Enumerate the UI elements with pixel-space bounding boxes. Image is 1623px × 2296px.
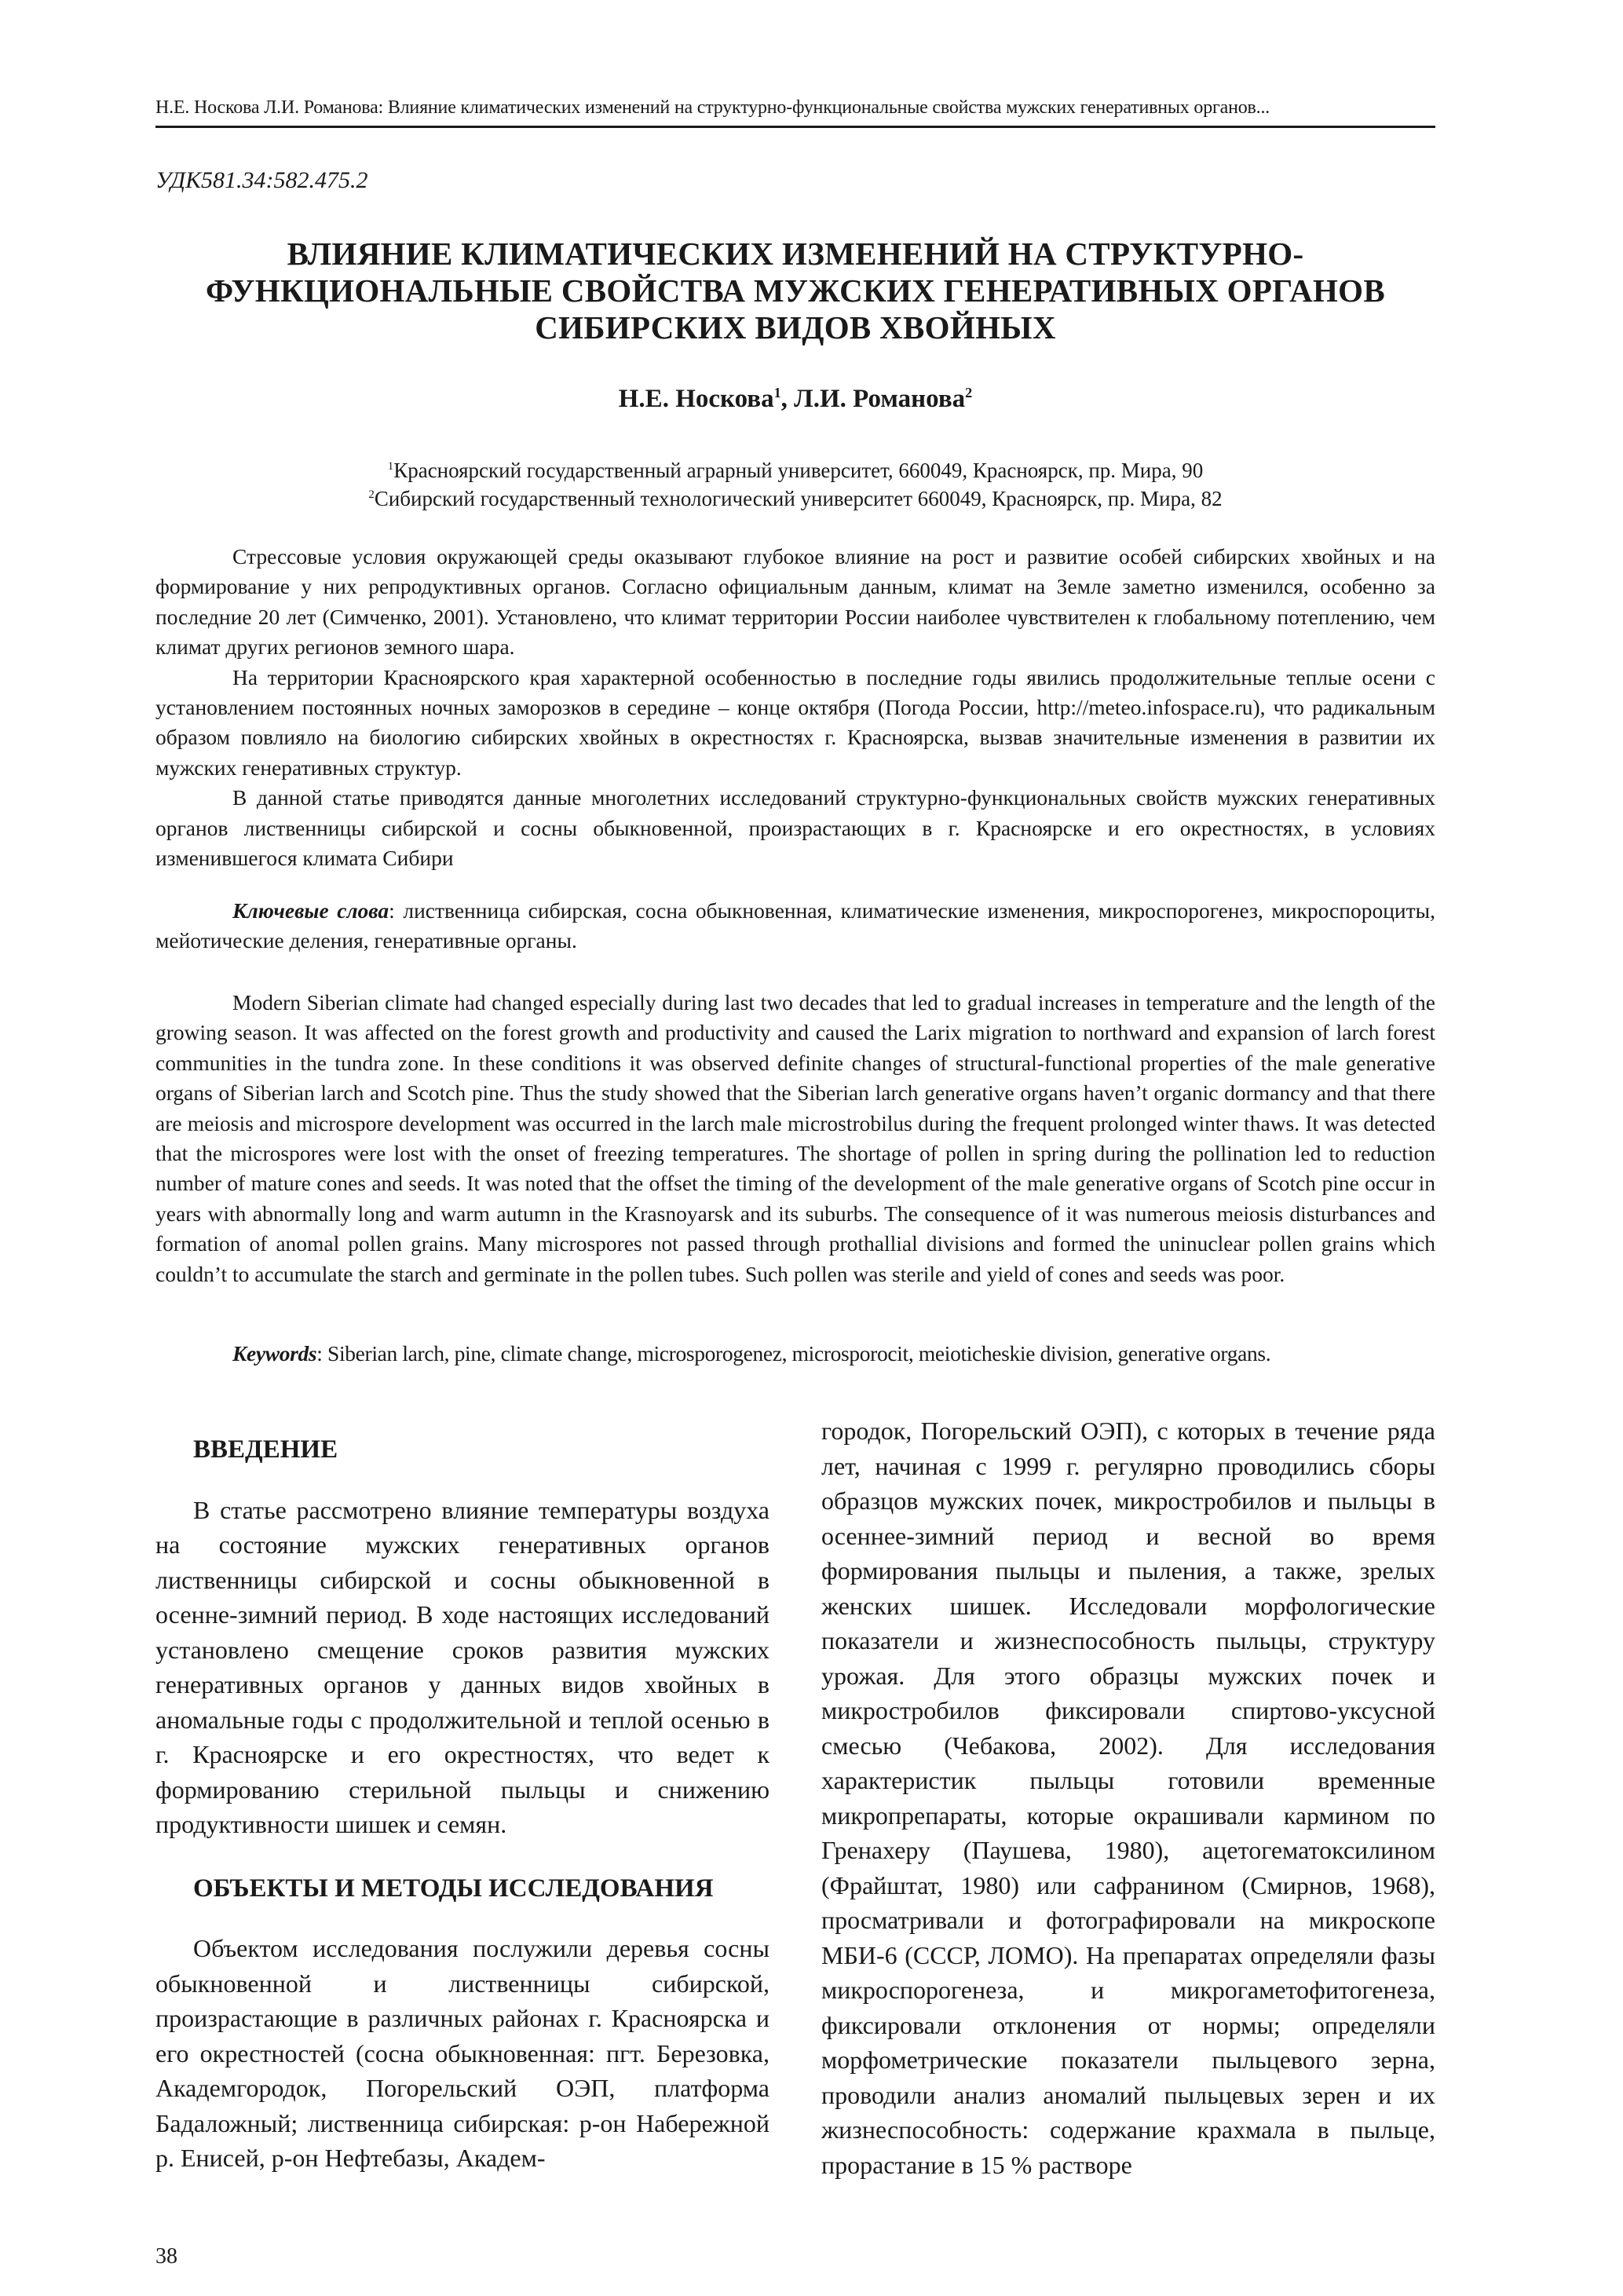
body-column-right	[821, 1413, 1435, 2182]
body-column-left	[155, 1413, 769, 2176]
author-name: Л.И. Романова	[794, 385, 966, 413]
udc-code: УДК581.34:582.475.2	[155, 167, 368, 193]
affiliation-marker: 2	[368, 488, 375, 501]
title-line: СИБИРСКИХ ВИДОВ ХВОЙНЫХ	[535, 309, 1056, 345]
running-head: Н.Е. Носкова Л.И. Романова: Влияние климатических изменений на структурно-функциональные свойства мужских генеративных органов...	[155, 97, 1270, 118]
affiliation-text: Сибирский государственный технологический университет 660049, Красноярск, пр. Мира, 82	[374, 487, 1223, 510]
author-list	[155, 385, 1435, 414]
page-number: 38	[155, 2244, 177, 2269]
header-rule	[155, 126, 1435, 128]
journal-page	[155, 0, 1435, 2296]
section-heading-methods: ОБЪЕКТЫ И МЕТОДЫ ИССЛЕДОВАНИЯ	[193, 1874, 714, 1903]
methods-paragraph: Объектом исследования послужили деревья сосны обыкновенной и лиственницы сибирской, произрастающие в различных районах г. Красноярска и его окрестностей (сосна обыкновенная: пгт. Березовка, Академгородок, Погорельский ОЭП, платформа Бадаложный; лиственница сибирская: р-он Набережной р. Енисей, р-он Нефтебазы, Академ-	[155, 1934, 769, 2172]
author-name: Н.Е. Носкова	[618, 385, 774, 413]
affiliations	[155, 456, 1435, 513]
author-separator: ,	[780, 385, 795, 413]
introduction-paragraph: В статье рассмотрено влияние температуры воздуха на состояние мужских генеративных органов лиственницы сибирской и сосны обыкновенной в осенне-зимний период. В ходе настоящих исследований установлено смещение сроков развития мужских генеративных органов у данных видов хвойных в аномальные годы с продолжительной и теплой осенью в г. Красноярске и его окрестностях, что ведет к формированию стерильной пыльцы и снижению продуктивности шишек и семян.	[155, 1495, 769, 1838]
keywords-russian	[155, 896, 1435, 956]
abstract-paragraph: На территории Красноярского края характерной особенностью в последние годы явились продолжительные теплые осени с установлением постоянных ночных заморозков в середине – конце октября (Погода России, http://meteo.infospace.ru), что радикальным образом повлияло на биологию сибирских хвойных в окрестностях г. Красноярска, вызвав значительные изменения в развитии их мужских генеративных структур.	[155, 664, 1435, 780]
title-line: ВЛИЯНИЕ КЛИМАТИЧЕСКИХ ИЗМЕНЕНИЙ НА СТРУКТУРНО-	[287, 236, 1304, 272]
affiliation-text: Красноярский государственный аграрный университет, 660049, Красноярск, пр. Мира, 90	[393, 459, 1204, 482]
abstract-english: Modern Siberian climate had changed especially during last two decades that led to gradual increases in temperature and the length of the growing season. It was affected on the forest growth and productivity and caused the Larix migration to northward and expansion of larch forest communities in the tundra zone. In these conditions it was observed definite changes of structural-functional properties of the male generative organs of Siberian larch and Scotch pine. Thus the study showed that the Siberian larch generative organs haven’t organic dormancy and that there are meiosis and microspore development was occurred in the larch male microstrobilus during the frequent prolonged winter thaws. It was detected that the microspores were lost with the onset of freezing temperatures. The shortage of pollen in spring during the pollination led to reduction number of mature cones and seeds. It was noted that the offset the timing of the development of the male generative organs of Scotch pine occur in years with abnormally long and warm autumn in the Krasnoyarsk and its suburbs. The consequence of it was numerous meiosis disturbances and formation of anomal pollen grains. Many microspores not passed through prothallial divisions and formed the uninuclear pollen grains which couldn’t to accumulate the starch and germinate in the pollen tubes. Such pollen was sterile and yield of cones and seeds was poor.	[155, 990, 1435, 1286]
keywords-english	[155, 1339, 1435, 1369]
affiliation-marker: 2	[965, 385, 973, 400]
affiliation	[155, 456, 1435, 484]
article-title	[155, 236, 1435, 346]
title-line: ФУНКЦИОНАЛЬНЫЕ СВОЙСТВА МУЖСКИХ ГЕНЕРАТИВНЫХ ОРГАНОВ	[205, 272, 1386, 309]
affiliation	[155, 484, 1435, 513]
abstract-russian	[155, 542, 1435, 873]
affiliation-marker: 1	[773, 385, 781, 400]
section-heading-introduction: ВВЕДЕНИЕ	[193, 1435, 338, 1464]
abstract-paragraph: В данной статье приводятся данные многолетних исследований структурно-функциональных свойств мужских генеративных органов лиственницы сибирской и сосны обыкновенной, произрастающих в г. Красноярске и его окрестностях, в условиях изменившегося климата Сибири	[155, 785, 1435, 871]
abstract-paragraph: Стрессовые условия окружающей среды оказывают глубокое влияние на рост и развитие особей сибирских хвойных и на формирование у них репродуктивных органов. Согласно официальным данным, климат на Земле заметно изменился, особенно за последние 20 лет (Симченко, 2001). Установлено, что климат территории России наиболее чувствителен к глобальному потеплению, чем климат других регионов земного шара.	[155, 544, 1435, 660]
keywords-label: Ключевые слова	[232, 898, 389, 923]
affiliation-marker: 1	[387, 460, 394, 473]
keywords-label: Keywords	[232, 1341, 317, 1366]
methods-paragraph-continued: городок, Погорельский ОЭП), с которых в течение ряда лет, начиная с 1999 г. регулярно проводились сборы образцов мужских почек, микростробилов и пыльцы в осеннее-зимний период и весной во время формирования пыльцы и пыления, а также, зрелых женских шишек. Исследовали морфологические показатели и жизнеспособность пыльцы, структуру урожая. Для этого образцы мужских почек и микростробилов фиксировали спиртово-уксусной смесью (Чебакова, 2002). Для исследования характеристик пыльцы готовили временные микропрепараты, которые окрашивали кармином по Гренахеру (Паушева, 1980), ацетогематоксилином (Фрайштат, 1980) или сафранином (Смирнов, 1968), просматривали и фотографировали на микроскопе МБИ-6 (СССР, ЛОМО). На препаратах определяли фазы микроспорогенеза, и микрогаметофитогенеза, фиксировали отклонения от нормы; определяли морфометрические показатели пыльцевого зерна, проводили анализ аномалий пыльцевых зерен и их жизнеспособность: содержание крахмала в пыльце, прорастание в 15 % растворе	[821, 1417, 1435, 2179]
keywords-text: : лиственница сибирская, сосна обыкновенная, климатические изменения, микроспорогенез, микроспороциты, мейотические деления, генеративные органы.	[155, 898, 1436, 953]
keywords-text: : Siberian larch, pine, climate change, microsporogenez, microsporocit, meioticheskie division, generative organs.	[316, 1341, 1271, 1366]
